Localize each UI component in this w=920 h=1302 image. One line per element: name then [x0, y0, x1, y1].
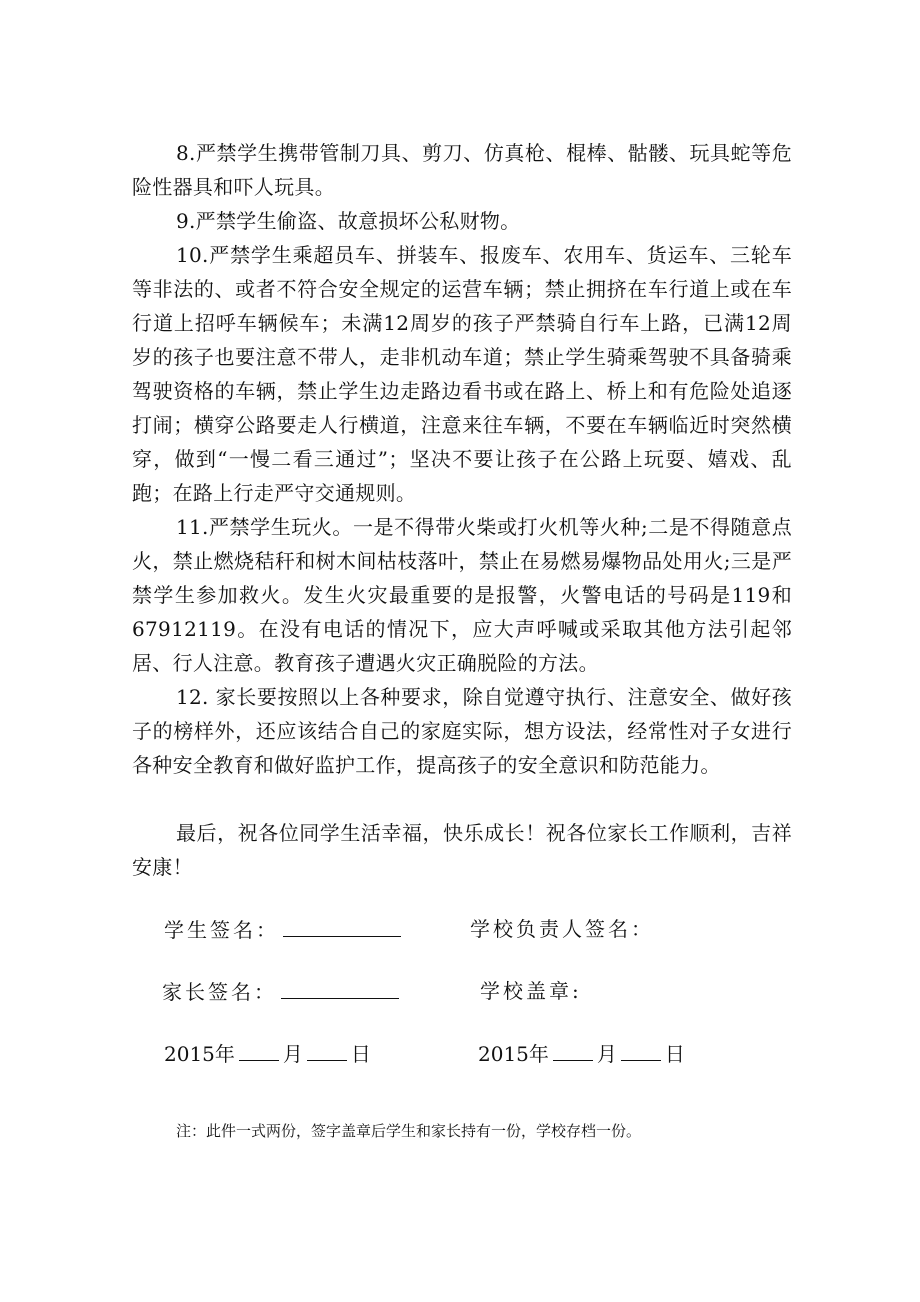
date-left-day: 日 [350, 1042, 371, 1066]
date-right-month-line [553, 1038, 593, 1061]
rule-11-paragraph: 11.严禁学生玩火。一是不得带火柴或打火机等火种;二是不得随意点火，禁止燃烧秸秆和树木间枯枝落叶，禁止在易燃易爆物品处用火;三是严禁学生参加救火。发生火灾最重要的是报警，火警电话的号码是119和67912119。在没有电话的情况下，应大声呼喊或采取其他方法引起邻居、行人注意。教育孩子遭遇火灾正确脱险的方法。 [132, 515, 792, 675]
date-left-month-line [239, 1038, 279, 1061]
parent-signature-line [281, 976, 399, 999]
school-seal-label: 学校盖章: [480, 979, 582, 1003]
rule-9-paragraph: 9.严禁学生偷盗、故意损坏公私财物。 [176, 209, 521, 233]
school-head-signature-field [470, 914, 654, 944]
student-signature-field [164, 914, 401, 945]
student-signature-label: 学生签名： [164, 918, 279, 942]
date-right-day-line [621, 1038, 661, 1061]
date-right-day: 日 [664, 1042, 685, 1066]
parent-signature-label: 家长签名： [162, 980, 277, 1004]
rule-10-paragraph: 10.严禁学生乘超员车、拼装车、报废车、农用车、货运车、三轮车等非法的、或者不符合安全规定的运营车辆；禁止拥挤在车行道上或在车行道上招呼车辆候车；未满12周岁的孩子严禁骑自行车上路，已满12周岁的孩子也要注意不带人，走非机动车道；禁止学生骑乘驾驶不具备骑乘驾驶资格的车辆，禁止学生边走路边看书或在路上、桥上和有危险处追逐打闹；横穿公路要走人行横道，注意来往车辆，不要在车辆临近时突然横穿，做到“一慢二看三通过”；坚决不要让孩子在公路上玩耍、嬉戏、乱跑；在路上行走严守交通规则。 [132, 243, 792, 505]
closing-paragraph: 最后，祝各位同学生活幸福，快乐成长！祝各位家长工作顺利，吉祥安康！ [132, 821, 792, 879]
school-head-signature-label: 学校负责人签名： [470, 917, 654, 941]
rule-8-paragraph: 8.严禁学生携带管制刀具、剪刀、仿真枪、棍棒、骷髅、玩具蛇等危险性器具和吓人玩具。 [132, 141, 792, 199]
date-right-year: 2015年 [478, 1042, 549, 1066]
date-left-month: 月 [282, 1042, 303, 1066]
date-left [164, 1038, 371, 1069]
date-right-month: 月 [596, 1042, 617, 1066]
date-right [478, 1038, 685, 1069]
rule-12-paragraph: 12. 家长要按照以上各种要求，除自觉遵守执行、注意安全、做好孩子的榜样外，还应该结合自己的家庭实际，想方设法，经常性对子女进行各种安全教育和做好监护工作，提高孩子的安全意识和防范能力。 [132, 685, 792, 777]
parent-signature-field [162, 976, 399, 1007]
student-signature-line [283, 914, 401, 937]
footnote: 注：此件一式两份，签字盖章后学生和家长持有一份，学校存档一份。 [176, 1122, 642, 1140]
date-left-day-line [307, 1038, 347, 1061]
school-seal-field [480, 976, 582, 1006]
date-left-year: 2015年 [164, 1042, 235, 1066]
